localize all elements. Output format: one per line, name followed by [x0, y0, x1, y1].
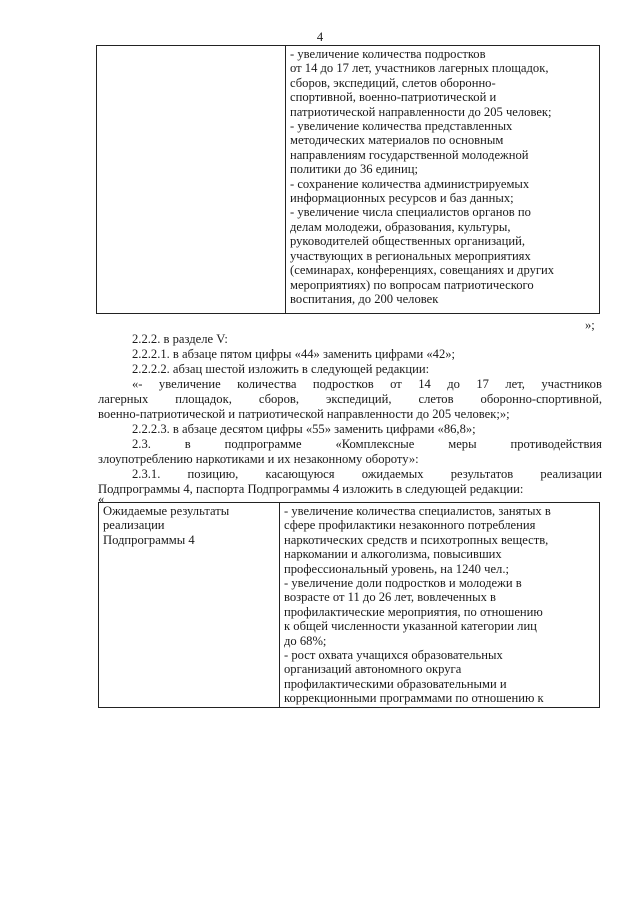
quoted-text-line-3: военно-патриотической и патриотической направленности до 205 человек;»;	[98, 407, 510, 421]
table-cell-results	[286, 46, 600, 314]
results-table	[98, 502, 600, 708]
word: 2.3.1.	[132, 467, 161, 481]
word: 2.3.	[132, 437, 151, 451]
cell-line: к общей численности указанной категории лиц	[284, 619, 537, 634]
word: «Комплексные	[335, 437, 415, 451]
paragraph-2-2-2-1: 2.2.2.1. в абзаце пятом цифры «44» заменить цифрами «42»;	[132, 347, 456, 361]
cell-line: (семинарах, конференциях, совещаниях и других	[290, 263, 555, 278]
word: 17	[476, 377, 489, 391]
cell-line: от 14 до 17 лет, участников лагерных площадок,	[290, 61, 549, 76]
word: количества	[237, 377, 297, 391]
cell-line: мероприятиях) по вопросам патриотического	[290, 277, 534, 292]
word: лет,	[505, 377, 525, 391]
word: меры	[448, 437, 477, 451]
cell-line: возрасте от 11 до 26 лет, вовлеченных в	[284, 590, 496, 605]
cell-line: профилактическими образовательными и	[284, 676, 507, 691]
opening-quote: «	[98, 492, 105, 506]
word: оборонно-спортивной,	[480, 392, 602, 406]
word: участников	[541, 377, 602, 391]
word: позицию,	[187, 467, 239, 481]
cell-line: до 68%;	[284, 633, 327, 648]
cell-line: - сохранение количества администрируемых	[290, 176, 530, 191]
cell-line: сфере профилактики незаконного потребления	[284, 518, 536, 533]
table-cell-heading	[99, 503, 280, 708]
word: 14	[418, 377, 431, 391]
quoted-text-line-2	[98, 392, 602, 406]
cell-line: коррекционными программами по отношению к	[284, 691, 544, 706]
word: противодействия	[510, 437, 602, 451]
cell-line: спортивной, военно-патриотической и	[290, 90, 497, 105]
cell-line: - увеличение количества специалистов, занятых в	[284, 504, 551, 518]
cell-line: делам молодежи, образования, культуры,	[290, 219, 511, 234]
heading-line: реализации	[103, 518, 165, 533]
word: «-	[132, 377, 143, 391]
closing-quote: »;	[585, 318, 595, 332]
table-cell-results	[280, 503, 600, 708]
word: ожидаемых	[361, 467, 424, 481]
paragraph-2-3-1-line-1	[132, 467, 602, 481]
cell-line: политики до 36 единиц;	[290, 162, 419, 177]
word: слетов	[418, 392, 454, 406]
paragraph-2-3-1-line-2: Подпрограммы 4, паспорта Подпрограммы 4 изложить в следующей редакции:	[98, 482, 524, 496]
cell-line: - увеличение доли подростков и молодежи в	[284, 576, 522, 591]
page-number: 4	[316, 30, 324, 44]
cell-line: направлениям государственной молодежной	[290, 147, 529, 162]
cell-line: - увеличение числа специалистов органов по	[290, 205, 531, 220]
cell-line: наркомании и алкоголизма, повысивших	[284, 547, 502, 562]
word: сборов,	[258, 392, 299, 406]
table-cell-empty	[97, 46, 286, 314]
paragraph-2-2-2: 2.2.2. в разделе V:	[132, 332, 228, 346]
word: экспедиций,	[326, 392, 392, 406]
word: увеличение	[158, 377, 221, 391]
results-table-continued	[96, 45, 600, 314]
word: в	[184, 437, 191, 451]
cell-line: - увеличение количества подростков	[290, 47, 486, 61]
cell-line: организаций автономного округа	[284, 662, 462, 677]
cell-line: информационных ресурсов и баз данных;	[290, 191, 514, 206]
cell-line: руководителей общественных организаций,	[290, 234, 526, 249]
paragraph-2-2-2-2: 2.2.2.2. абзац шестой изложить в следующей редакции:	[132, 362, 430, 376]
word: результатов	[450, 467, 514, 481]
word: до	[447, 377, 460, 391]
cell-line: профессиональный уровень, на 1240 чел.;	[284, 561, 509, 576]
cell-line: методических материалов по основным	[290, 133, 504, 148]
cell-line: - рост охвата учащихся образовательных	[284, 648, 503, 663]
paragraph-2-3-line-1	[132, 437, 602, 451]
cell-line: патриотической направленности до 205 человек;	[290, 104, 552, 119]
word: реализации	[540, 467, 602, 481]
word: касающуюся	[265, 467, 335, 481]
word: лагерных	[98, 392, 149, 406]
table-row	[97, 46, 600, 314]
paragraph-2-3-line-2: злоупотреблению наркотиками и их незаконному обороту»:	[98, 452, 419, 466]
table-row	[99, 503, 600, 708]
cell-line: сборов, экспедиций, слетов оборонно-	[290, 75, 496, 90]
word: подростков	[312, 377, 374, 391]
cell-line: - увеличение количества представленных	[290, 119, 513, 134]
heading-line: Подпрограммы 4	[103, 532, 195, 547]
heading-line: Ожидаемые результаты	[103, 504, 230, 518]
cell-line: наркотических средств и психотропных веществ,	[284, 532, 549, 547]
word: подпрограмме	[224, 437, 302, 451]
word: от	[390, 377, 402, 391]
cell-line: участвующих в региональных мероприятиях	[290, 248, 531, 263]
cell-line: профилактические мероприятия, по отношению	[284, 604, 543, 619]
paragraph-2-2-2-3: 2.2.2.3. в абзаце десятом цифры «55» заменить цифрами «86,8»;	[132, 422, 476, 436]
cell-line: воспитания, до 200 человек	[290, 291, 439, 306]
quoted-text-line-1	[132, 377, 602, 391]
word: площадок,	[175, 392, 232, 406]
